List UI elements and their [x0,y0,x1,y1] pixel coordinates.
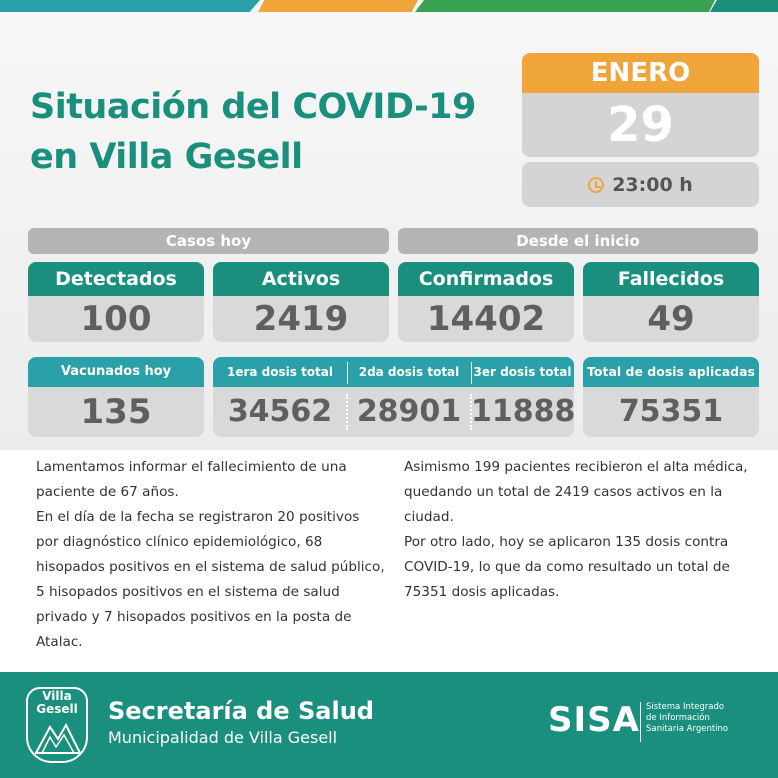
total-dosis-label: Total de dosis aplicadas [583,357,759,387]
vacunados-hoy-label: Vacunados hoy [28,357,204,387]
right-paragraph-2: Por otro lado, hoy se aplicaron 135 dosis contra COVID-19, lo que da como resultado un total de 75351 dosis aplicadas. [404,534,730,600]
day-value: 29 [522,93,759,157]
confirmados-value: 14402 [398,296,574,342]
logo-text-line-1: Villa [42,689,72,703]
dose-divider-dotted-2 [470,394,472,430]
fallecidos-value: 49 [583,296,759,342]
dose-divider-2 [471,362,472,384]
sisa-logo: SISA [548,700,640,740]
fallecidos-label: Fallecidos [583,262,759,296]
dosis-3-label: 3er dosis total [473,365,572,379]
right-text [404,455,754,605]
detectados-label: Detectados [28,262,204,296]
left-text [36,455,386,655]
right-paragraph-1: Asimismo 199 pacientes recibieron el alta médica, quedando un total de 2419 casos activos en la ciudad. [404,459,748,525]
dosis-1-label: 1era dosis total [226,365,334,379]
dosis-2-label: 2da dosis total [358,365,460,379]
logo-text [28,690,86,716]
clock-icon [588,177,604,193]
month-label: ENERO [522,53,759,93]
activos-value: 2419 [213,296,389,342]
org-subtitle: Municipalidad de Villa Gesell [108,728,338,747]
dose-divider-1 [347,362,348,384]
time-box [522,162,759,207]
title-line-2: en Villa Gesell [30,137,303,177]
dose-divider-dotted-1 [346,394,348,430]
section-today: Casos hoy [28,228,389,254]
sisa-description: Sistema Integrado de Información Sanitaria Argentino [646,702,729,734]
logo-text-line-2: Gesell [36,702,78,716]
time-value: 23:00 h [612,173,693,196]
vacunados-hoy-value: 135 [28,387,204,437]
left-paragraph-1: Lamentamos informar el fallecimiento de una paciente de 67 años. [36,459,347,500]
total-dosis-value: 75351 [583,387,759,437]
sisa-divider [640,702,641,742]
confirmados-label: Confirmados [398,262,574,296]
dosis-1-value: 34562 [227,394,333,429]
top-stripe-orange [258,0,418,12]
top-stripe-turquoise [0,0,260,12]
activos-label: Activos [213,262,389,296]
section-since-start: Desde el inicio [398,228,758,254]
left-paragraph-2: En el día de la fecha se registraron 20 positivos por diagnóstico clínico epidemiológico, 68 hisopados positivos en el sistema de salud público, 5 hisopados positivos en el sistema de salud privado y 7 hisopados positivos en la posta de Atalac. [36,509,385,650]
title-line-1: Situación del COVID-19 [30,87,476,127]
org-name: Secretaría de Salud [108,697,374,725]
detectados-value: 100 [28,296,204,342]
dosis-3-value: 11888 [471,394,576,429]
dosis-2-value: 28901 [356,394,462,429]
top-stripe-green [415,0,715,12]
page-title [30,82,490,182]
top-stripe-teal [710,0,778,12]
